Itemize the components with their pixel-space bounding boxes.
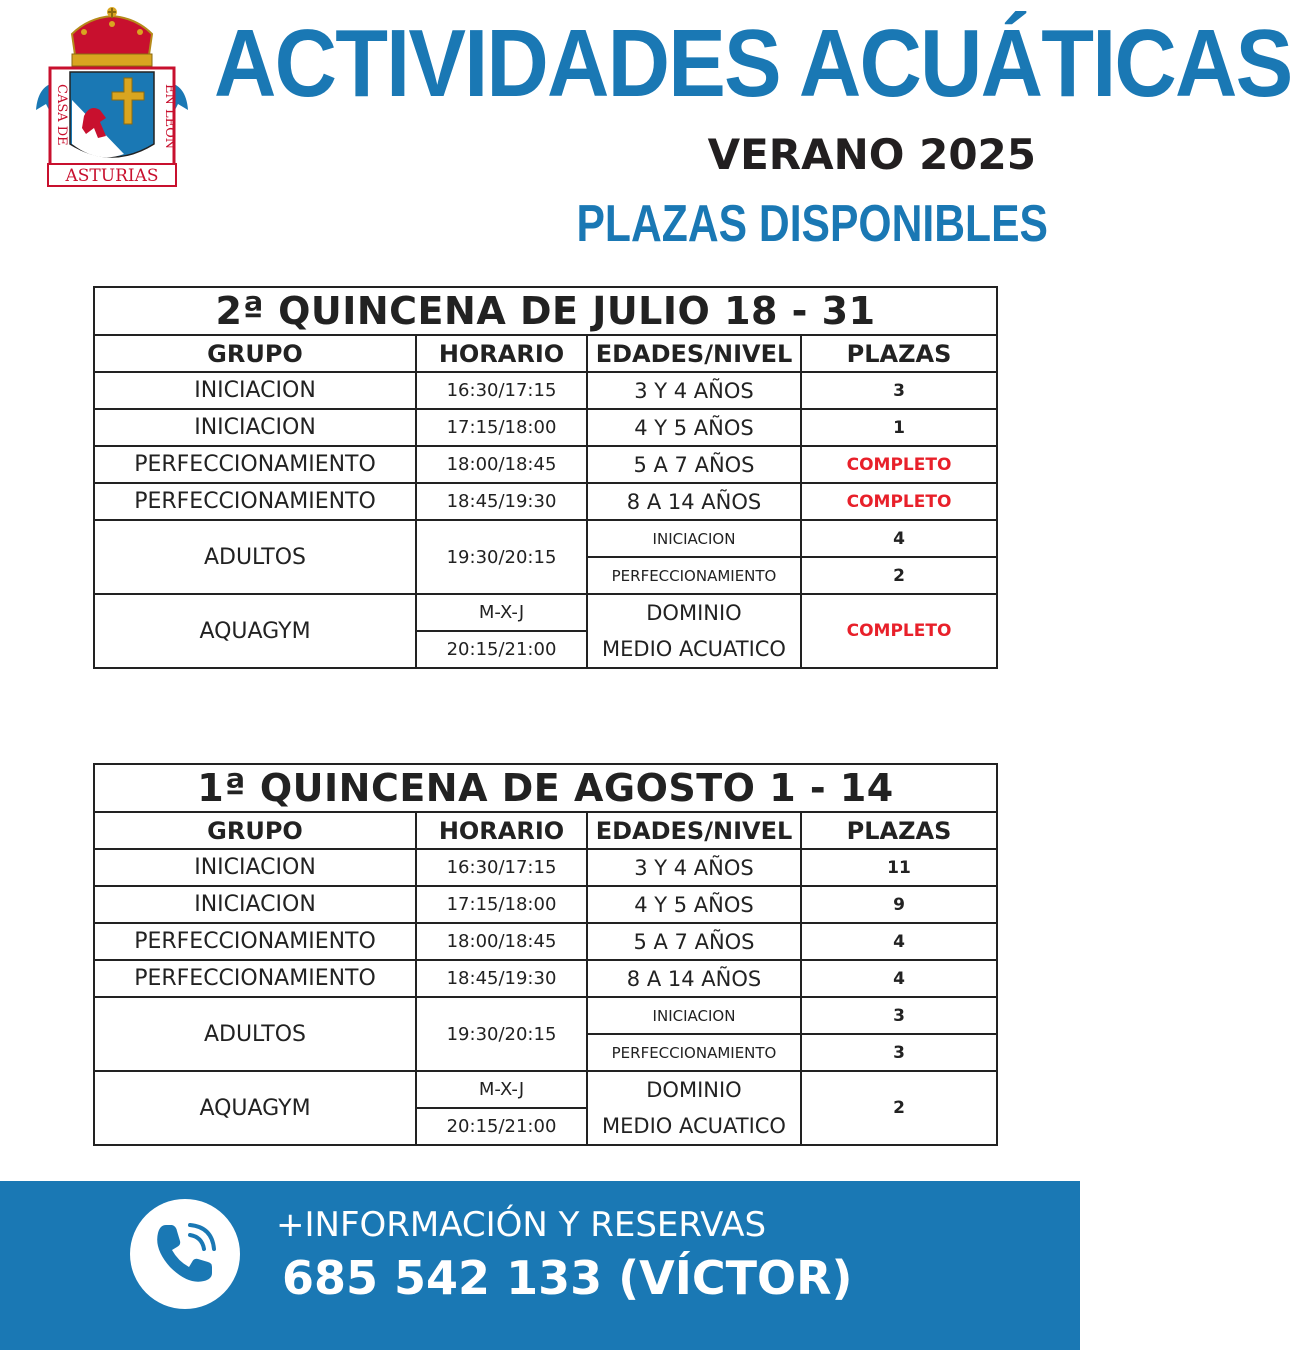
places-cell: COMPLETO [801,483,997,520]
column-header-time: HORARIO [416,335,587,372]
table-row [94,520,997,557]
age-cell: 4 Y 5 AÑOS [587,886,801,923]
places-cell: 2 [801,557,997,594]
places-cell: 1 [801,409,997,446]
column-header-group: GRUPO [94,335,416,372]
contact-footer [0,1181,1080,1350]
time-cell: 20:15/21:00 [416,1108,587,1145]
level-cell: INICIACION [587,997,801,1034]
column-header-places: PLAZAS [801,335,997,372]
places-cell: COMPLETO [801,594,997,668]
schedule-table-july [93,286,998,669]
time-cell: 17:15/18:00 [416,886,587,923]
svg-text:CASA DE: CASA DE [54,84,69,146]
places-cell: 2 [801,1071,997,1145]
places-cell: COMPLETO [801,446,997,483]
table-row [94,446,997,483]
age-cell: 5 A 7 AÑOS [587,923,801,960]
places-cell: 4 [801,923,997,960]
table-row [94,849,997,886]
age-cell: 8 A 14 AÑOS [587,960,801,997]
level-cell: DOMINIO [587,1071,801,1108]
level-cell: MEDIO ACUATICO [587,631,801,668]
days-cell: M-X-J [416,1071,587,1108]
level-cell: PERFECCIONAMIENTO [587,557,801,594]
group-cell: PERFECCIONAMIENTO [94,923,416,960]
places-cell: 3 [801,1034,997,1071]
table-row [94,409,997,446]
places-cell: 3 [801,997,997,1034]
group-cell: PERFECCIONAMIENTO [94,446,416,483]
places-cell: 3 [801,372,997,409]
level-cell: DOMINIO [587,594,801,631]
group-cell: PERFECCIONAMIENTO [94,483,416,520]
table-row [94,372,997,409]
age-cell: 3 Y 4 AÑOS [587,372,801,409]
age-cell: 3 Y 4 AÑOS [587,849,801,886]
level-cell: INICIACION [587,520,801,557]
places-cell: 4 [801,960,997,997]
time-cell: 18:45/19:30 [416,483,587,520]
table-row [94,1071,997,1108]
time-cell: 20:15/21:00 [416,631,587,668]
places-cell: 9 [801,886,997,923]
column-header-time: HORARIO [416,812,587,849]
info-label: +INFORMACIÓN Y RESERVAS [276,1205,767,1245]
table-title: 2ª QUINCENA DE JULIO 18 - 31 [94,287,997,335]
level-cell: MEDIO ACUATICO [587,1108,801,1145]
table-row [94,997,997,1034]
column-header-group: GRUPO [94,812,416,849]
group-cell: AQUAGYM [94,594,416,668]
column-header-age: EDADES/NIVEL [587,812,801,849]
time-cell: 19:30/20:15 [416,997,587,1071]
group-cell: INICIACION [94,372,416,409]
time-cell: 16:30/17:15 [416,849,587,886]
time-cell: 18:45/19:30 [416,960,587,997]
group-cell: INICIACION [94,409,416,446]
casa-de-asturias-logo [28,4,196,189]
table-title: 1ª QUINCENA DE AGOSTO 1 - 14 [94,764,997,812]
table-row [94,923,997,960]
svg-text:EN LEON: EN LEON [162,84,177,150]
svg-text:ASTURIAS: ASTURIAS [65,166,159,186]
table-row [94,594,997,631]
table-row [94,886,997,923]
places-cell: 4 [801,520,997,557]
availability-heading: PLAZAS DISPONIBLES [576,195,1048,253]
page-title: ACTIVIDADES ACUÁTICAS [214,10,1291,117]
places-cell: 11 [801,849,997,886]
group-cell: PERFECCIONAMIENTO [94,960,416,997]
age-cell: 8 A 14 AÑOS [587,483,801,520]
table-row [94,483,997,520]
time-cell: 16:30/17:15 [416,372,587,409]
time-cell: 18:00/18:45 [416,446,587,483]
age-cell: 5 A 7 AÑOS [587,446,801,483]
group-cell: INICIACION [94,849,416,886]
group-cell: INICIACION [94,886,416,923]
level-cell: PERFECCIONAMIENTO [587,1034,801,1071]
group-cell: ADULTOS [94,520,416,594]
season-subtitle: VERANO 2025 [707,130,1036,179]
time-cell: 17:15/18:00 [416,409,587,446]
column-header-places: PLAZAS [801,812,997,849]
phone-icon [130,1199,240,1309]
schedule-table-august [93,763,998,1146]
group-cell: ADULTOS [94,997,416,1071]
group-cell: AQUAGYM [94,1071,416,1145]
time-cell: 18:00/18:45 [416,923,587,960]
contact-phone: 685 542 133 (VÍCTOR) [282,1251,853,1305]
column-header-age: EDADES/NIVEL [587,335,801,372]
days-cell: M-X-J [416,594,587,631]
table-row [94,960,997,997]
age-cell: 4 Y 5 AÑOS [587,409,801,446]
time-cell: 19:30/20:15 [416,520,587,594]
